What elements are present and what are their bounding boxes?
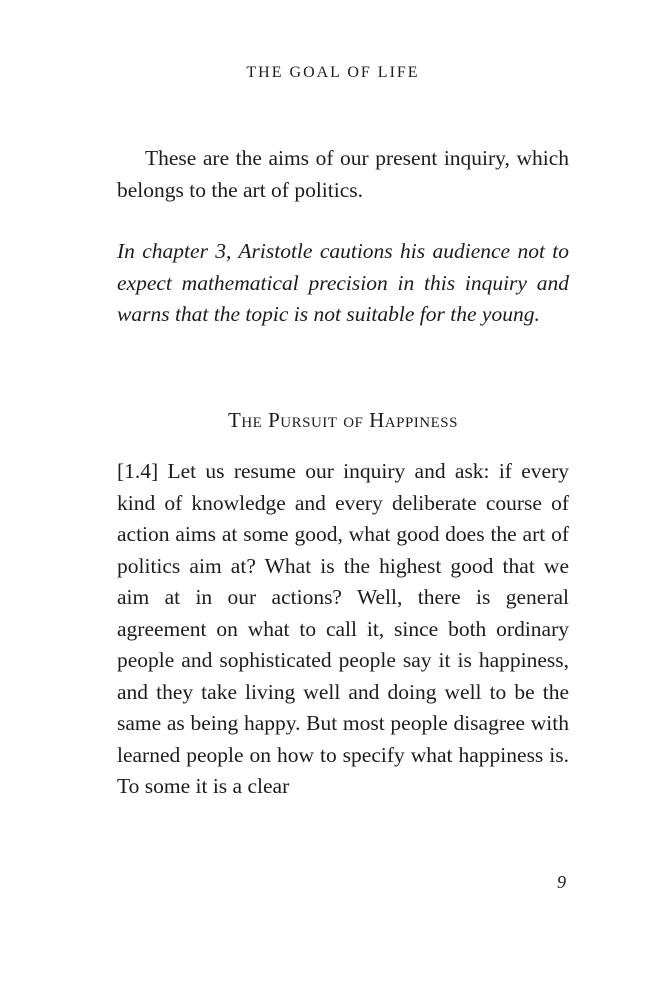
running-head: THE GOAL OF LIFE — [246, 64, 420, 81]
section-heading: The Pursuit of Happiness — [228, 408, 458, 432]
chapter-summary-note: In chapter 3, Aristotle cautions his audience not to expect mathematical precision in this inquiry and warns that the topic is not suitable for the young. — [117, 239, 569, 326]
page-number: 9 — [557, 872, 566, 892]
intro-paragraph: These are the aims of our present inquiry, which belongs to the art of politics. — [117, 146, 569, 202]
main-paragraph: [1.4] Let us resume our inquiry and ask: if every kind of knowledge and every deliberate course of action aims at some good, what good does the art of politics aim at? What is the highest good that we aim at in our actions? Well, there is general agreement on what to call it, since both ordinary people and sophisticated people say it is happiness, and they take living well and doing well to be the same as being happy. But most people disagree with learned people on how to specify what happiness is. To some it is a clear — [117, 459, 569, 798]
